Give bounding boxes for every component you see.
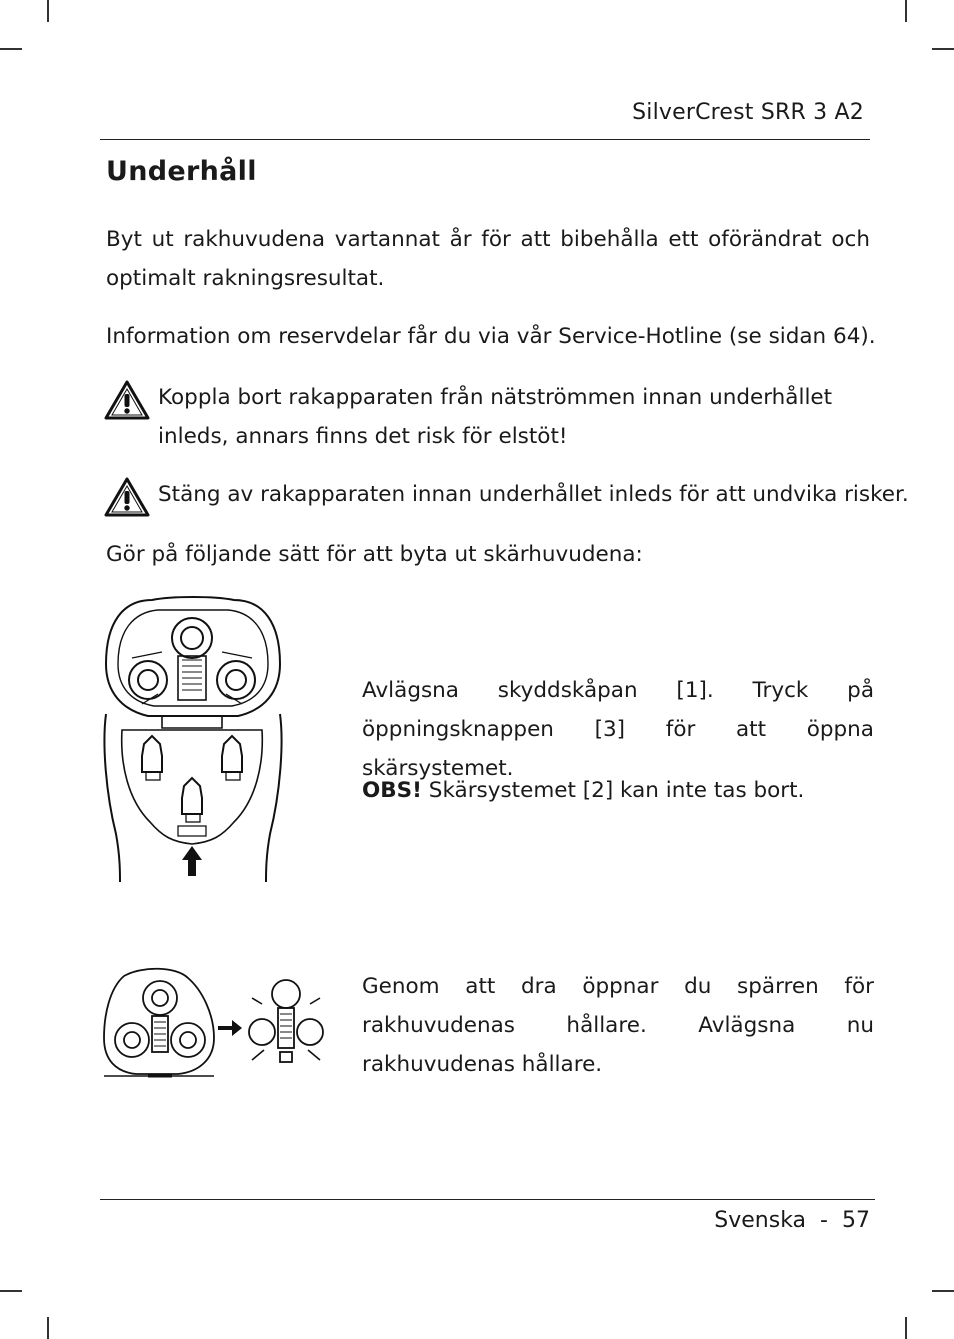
crop-mark (47, 1317, 49, 1339)
footer-rule (100, 1199, 875, 1200)
warning-triangle-icon (104, 380, 150, 420)
step-open-cutter-note (362, 771, 874, 810)
page-footer (714, 1208, 870, 1233)
page-number: 57 (842, 1208, 870, 1233)
step-remove-holder-text: Genom att dra öppnar du spärren för rakhuvudenas hållare. Avlägsna nu rakhuvudenas hållare. (362, 974, 874, 1077)
footer-language: Svenska (714, 1208, 807, 1233)
warning-text: Stäng av rakapparaten innan underhållet inleds för att undvika risker. (158, 482, 909, 507)
warning-text: Koppla bort rakapparaten från nätströmmen innan underhållet inleds, annars finns det risk för elstöt! (158, 385, 833, 449)
crop-mark (932, 48, 954, 50)
section-title: Underhåll (106, 156, 257, 187)
warning-triangle-icon (104, 477, 150, 517)
step-open-cutter-text: Avlägsna skyddskåpan [1]. Tryck på öppningsknappen [3] för att öppna skärsystemet. (362, 678, 874, 781)
warning-block (104, 378, 874, 458)
note-text: Skärsystemet [2] kan inte tas bort. (421, 778, 805, 803)
crop-mark (0, 48, 22, 50)
note-label: OBS! (362, 778, 422, 803)
crop-mark (47, 0, 49, 22)
paragraph-intro: Gör på följande sätt för att byta ut skärhuvudena: (106, 542, 643, 567)
head-holder-removal-illustration (102, 964, 332, 1082)
warning-block (104, 475, 909, 517)
crop-mark (905, 0, 907, 22)
header-rule (100, 139, 870, 140)
crop-mark (932, 1290, 954, 1292)
shaver-open-illustration (102, 594, 284, 884)
crop-mark (905, 1317, 907, 1339)
paragraph-replace-heads: Byt ut rakhuvudena vartannat år för att bibehålla ett oförändrat och optimalt rakningsresultat. (106, 227, 870, 291)
crop-mark (0, 1290, 22, 1292)
running-header: SilverCrest SRR 3 A2 (632, 100, 864, 125)
footer-separator: - (820, 1208, 828, 1233)
paragraph-spare-parts: Information om reservdelar får du via vår Service-Hotline (se sidan 64). (106, 324, 876, 349)
